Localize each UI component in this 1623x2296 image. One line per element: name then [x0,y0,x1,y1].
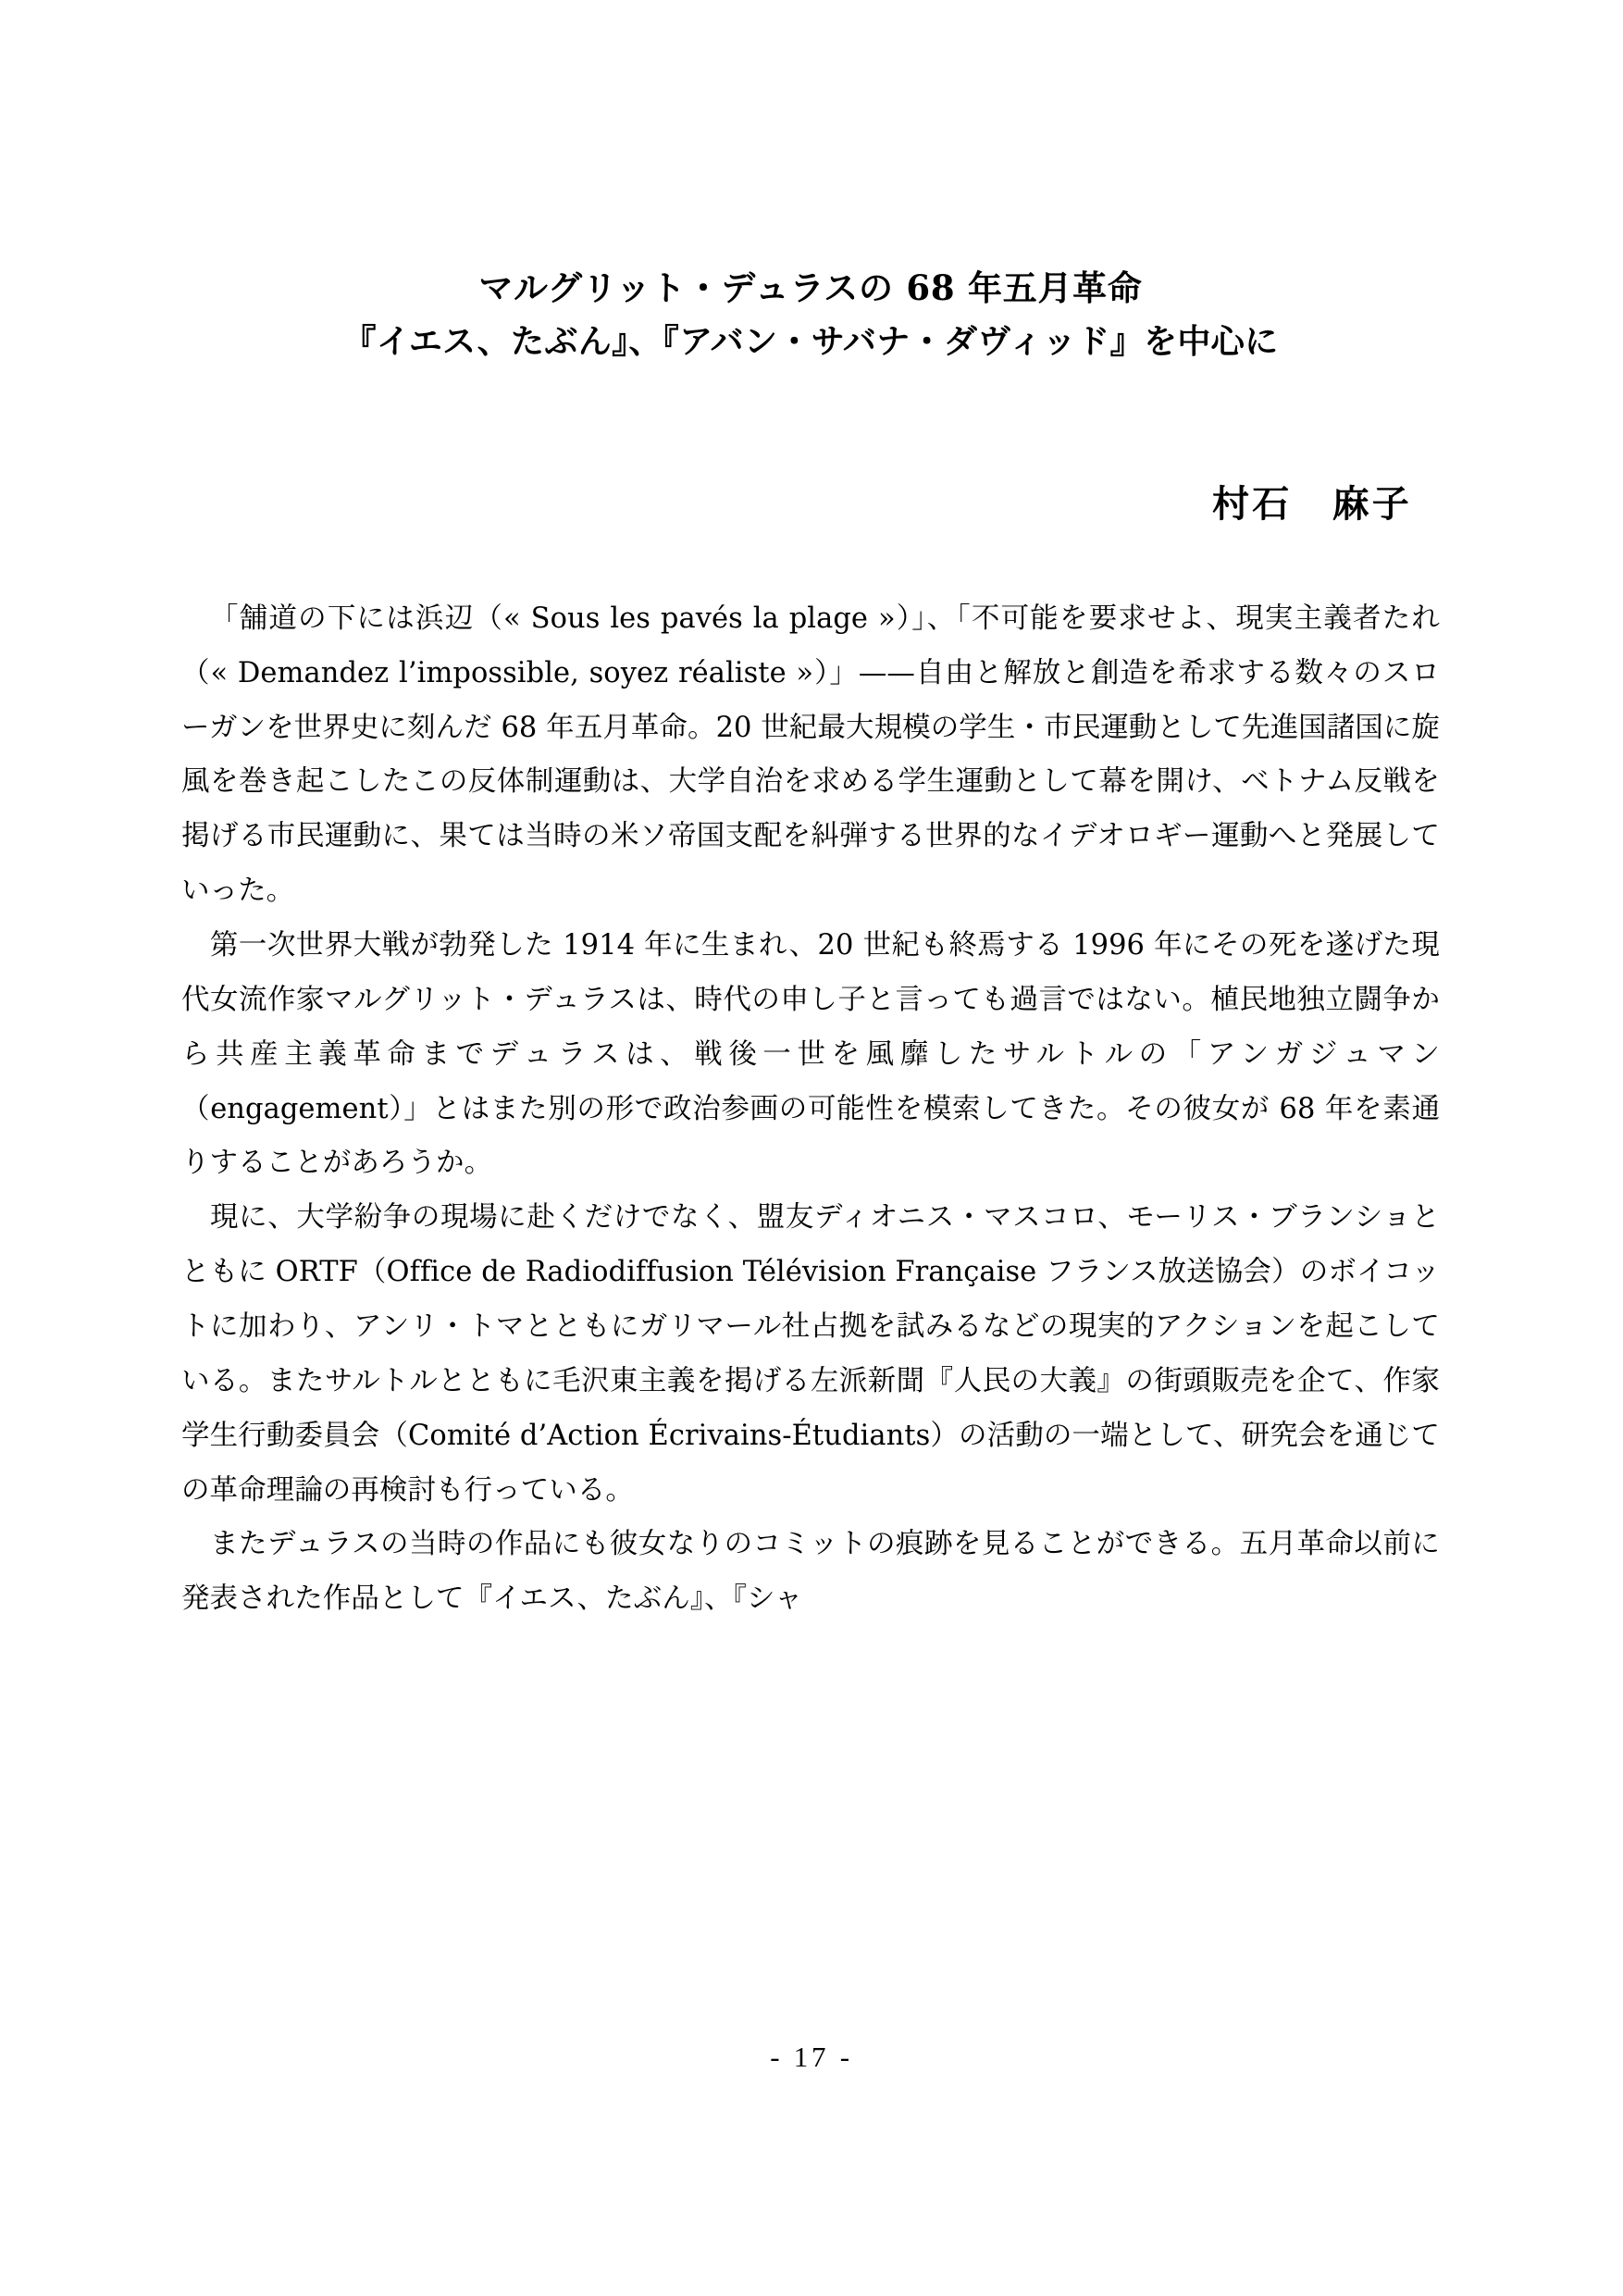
page-number: - 17 - [770,2041,853,2073]
page-title-line-2: 『イエス、たぶん』、『アバン・サバナ・ダヴィッド』を中心に [342,321,1279,361]
author-block [181,475,1440,527]
page-title-line-1: マルグリット・デュラスの 68 年五月革命 [478,267,1143,308]
body-text [181,592,1440,1627]
paragraph: 「舗道の下には浜辺（« Sous les pavés la plage »）」、「不可能を要求せよ、現実主義者たれ（« Demandez l’impossible, soyez réaliste »）」——自由と解放と創造を希求する数々のスローガンを世界史に刻んだ 68 年五月革命。20 世紀最大規模の学生・市民運動として先進国諸国に旋風を巻き起こしたこの反体制運動は、大学自治を求める学生運動として幕を開け、ベトナム反戦を掲げる市民運動に、果ては当時の米ソ帝国支配を糾弾する世界的なイデオロギー運動へと発展していった。 [181,602,1440,908]
author-name: 村石 麻子 [1212,481,1412,526]
paragraph: またデュラスの当時の作品にも彼女なりのコミットの痕跡を見ることができる。五月革命以前に発表された作品として『イエス、たぶん』、『シャ [181,1528,1440,1616]
page-content [181,264,1440,1627]
paragraph: 第一次世界大戦が勃発した 1914 年に生まれ、20 世紀も終焉する 1996 年にその死を遂げた現代女流作家マルグリット・デュラスは、時代の申し子と言っても過言ではない。植民地独立闘争から共産主義革命までデュラスは、戦後一世を風靡したサルトルの「アンガジュマン（engagement）」とはまた別の形で政治参画の可能性を模索してきた。その彼女が 68 年を素通りすることがあろうか。 [181,928,1440,1180]
title-block [181,264,1440,366]
paragraph: 現に、大学紛争の現場に赴くだけでなく、盟友ディオニス・マスコロ、モーリス・ブランショとともに ORTF（Office de Radiodiffusion Télévision Française フランス放送協会）のボイコットに加わり、アンリ・トマとともにガリマール社占拠を試みるなどの現実的アクションを起こしている。またサルトルとともに毛沢東主義を掲げる左派新聞『人民の大義』の街頭販売を企て、作家学生行動委員会（Comité d’Action Écrivains-Étudiants）の活動の一端として、研究会を通じての革命理論の再検討も行っている。 [181,1201,1440,1507]
